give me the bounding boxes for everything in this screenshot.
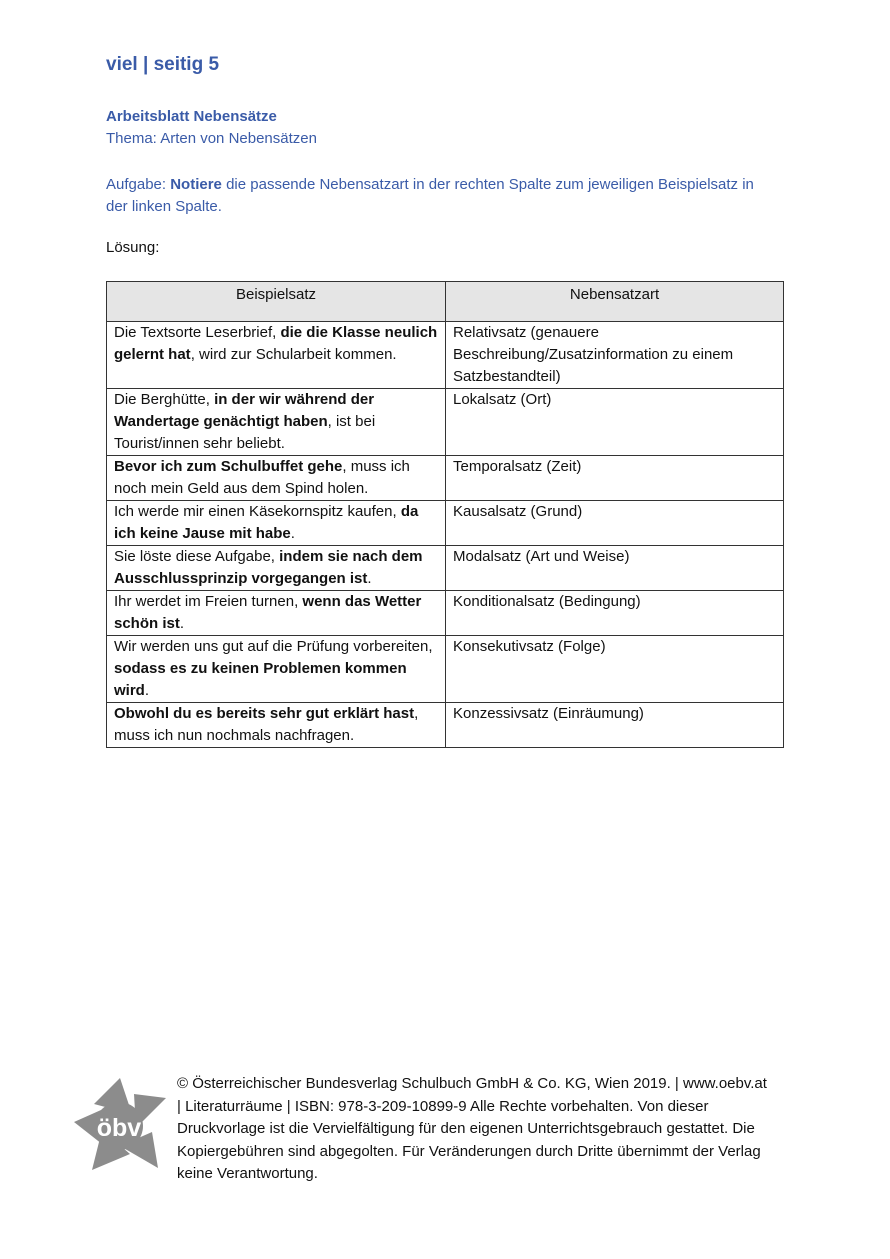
logo-text: öbv bbox=[96, 1114, 142, 1142]
solution-label: Lösung: bbox=[106, 239, 160, 256]
table-row bbox=[107, 456, 784, 501]
clause-type: Konditionalsatz (Bedingung) bbox=[446, 591, 784, 636]
example-sentence: Die Berghütte, in der wir während der Wandertage genächtigt haben, ist bei Tourist/innen sehr beliebt. bbox=[107, 389, 446, 456]
solution-table bbox=[106, 281, 784, 748]
task-instruction bbox=[106, 174, 756, 218]
column-header-example: Beispielsatz bbox=[107, 282, 446, 322]
worksheet-topic: Thema: Arten von Nebensätzen bbox=[106, 130, 317, 147]
task-verb: Notiere bbox=[170, 176, 222, 193]
example-sentence: Ihr werdet im Freien turnen, wenn das Wetter schön ist. bbox=[107, 591, 446, 636]
table-row bbox=[107, 546, 784, 591]
table-header-row bbox=[107, 282, 784, 322]
table-row bbox=[107, 389, 784, 456]
column-header-clause-type: Nebensatzart bbox=[446, 282, 784, 322]
clause-type: Modalsatz (Art und Weise) bbox=[446, 546, 784, 591]
oebv-logo bbox=[72, 1076, 168, 1172]
page-header: viel | seitig 5 bbox=[106, 54, 220, 75]
example-sentence: Bevor ich zum Schulbuffet gehe, muss ich noch mein Geld aus dem Spind holen. bbox=[107, 456, 446, 501]
clause-type: Relativsatz (genauere Beschreibung/Zusatzinformation zu einem Satzbestandteil) bbox=[446, 322, 784, 389]
clause-type: Kausalsatz (Grund) bbox=[446, 501, 784, 546]
table-row bbox=[107, 636, 784, 703]
copyright-notice: © Österreichischer Bundesverlag Schulbuch GmbH & Co. KG, Wien 2019. | www.oebv.at | Literaturräume | ISBN: 978-3-209-10899-9 Alle Rechte vorbehalten. Von dieser Druckvorlage ist die Vervielfältigung für den eigenen Unterrichtsgebrauch gestattet. Die Kopiergebühren sind abgegolten. Für Veränderungen durch Dritte übernimmt der Verlag keine Verantwortung. bbox=[177, 1075, 767, 1182]
table-row bbox=[107, 591, 784, 636]
clause-type: Lokalsatz (Ort) bbox=[446, 389, 784, 456]
clause-type: Konzessivsatz (Einräumung) bbox=[446, 703, 784, 748]
task-text: die passende Nebensatzart in der rechten Spalte zum jeweiligen Beispielsatz in der linken Spalte. bbox=[106, 176, 754, 215]
example-sentence: Sie löste diese Aufgabe, indem sie nach dem Ausschlussprinzip vorgegangen ist. bbox=[107, 546, 446, 591]
table-row bbox=[107, 703, 784, 748]
example-sentence: Wir werden uns gut auf die Prüfung vorbereiten, sodass es zu keinen Problemen kommen wird. bbox=[107, 636, 446, 703]
example-sentence: Die Textsorte Leserbrief, die die Klasse neulich gelernt hat, wird zur Schularbeit kommen. bbox=[107, 322, 446, 389]
worksheet-title: Arbeitsblatt Nebensätze bbox=[106, 108, 277, 125]
example-sentence: Obwohl du es bereits sehr gut erklärt hast, muss ich nun nochmals nachfragen. bbox=[107, 703, 446, 748]
table-row bbox=[107, 501, 784, 546]
clause-type: Konsekutivsatz (Folge) bbox=[446, 636, 784, 703]
task-prefix: Aufgabe: bbox=[106, 176, 171, 193]
table-row bbox=[107, 322, 784, 389]
example-sentence: Ich werde mir einen Käsekornspitz kaufen, da ich keine Jause mit habe. bbox=[107, 501, 446, 546]
clause-type: Temporalsatz (Zeit) bbox=[446, 456, 784, 501]
